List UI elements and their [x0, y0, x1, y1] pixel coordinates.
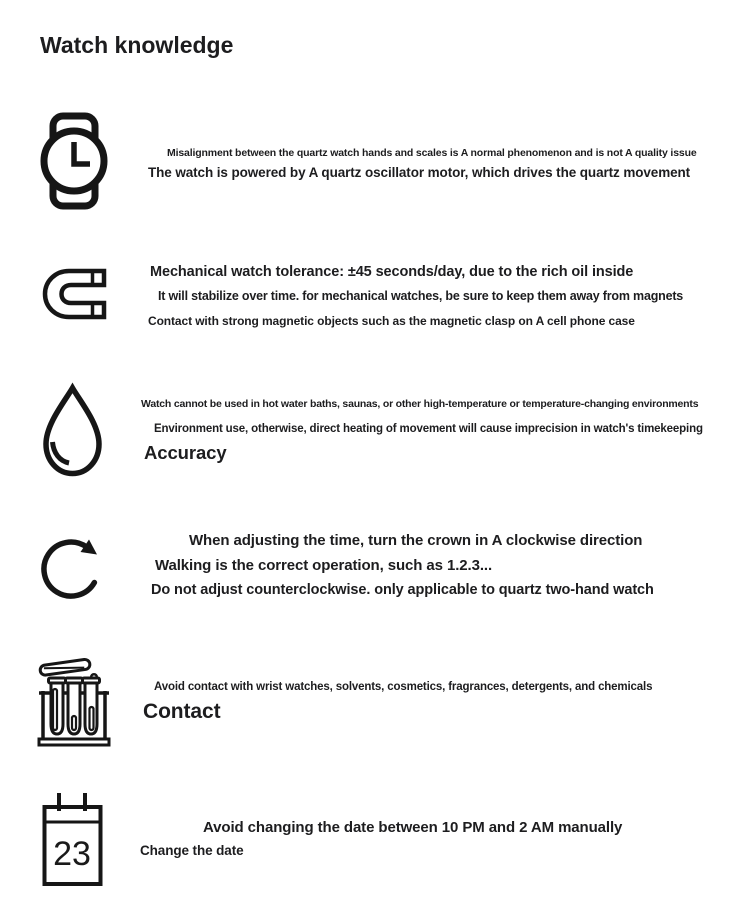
tolerance-text: Mechanical watch tolerance: ±45 seconds/day, due to the rich oil inside: [150, 264, 634, 280]
wristwatch-icon: [40, 107, 108, 215]
stabilize-text: It will stabilize over time. for mechanical watches, be sure to keep them away from magnets: [158, 289, 684, 303]
test-tubes-icon: [37, 650, 111, 747]
hot-water-warning-text: Watch cannot be used in hot water baths, saunas, or other high-temperature or temperature-changing environments: [141, 398, 699, 410]
quartz-misalignment-note: Misalignment between the quartz watch hands and scales is A normal phenomenon and is not A quality issue: [167, 147, 697, 159]
counterclockwise-warning-text: Do not adjust counterclockwise. only applicable to quartz two-hand watch: [151, 582, 654, 598]
quartz-movement-text: The watch is powered by A quartz oscillator motor, which drives the quartz movement: [148, 165, 691, 180]
contact-heading: Contact: [143, 700, 221, 723]
calendar-icon: [42, 791, 103, 886]
environment-text: Environment use, otherwise, direct heating of movement will cause imprecision in watch's timekeeping: [154, 423, 703, 435]
walking-text: Walking is the correct operation, such as 1.2.3...: [155, 557, 493, 574]
water-drop-icon: [37, 382, 108, 481]
magnet-icon: [40, 266, 108, 322]
page-title: Watch knowledge: [40, 32, 234, 58]
clockwise-arrow-icon: [41, 526, 107, 606]
calendar-day-number: 23: [53, 835, 91, 873]
change-date-heading: Change the date: [140, 843, 244, 858]
accuracy-heading: Accuracy: [144, 442, 227, 463]
clockwise-text: When adjusting the time, turn the crown in A clockwise direction: [189, 532, 643, 549]
date-change-warning-text: Avoid changing the date between 10 PM and 2 AM manually: [203, 819, 623, 836]
chemicals-warning-text: Avoid contact with wrist watches, solvents, cosmetics, fragrances, detergents, and chemicals: [154, 681, 653, 693]
magnetic-contact-text: Contact with strong magnetic objects such as the magnetic clasp on A cell phone case: [148, 314, 635, 328]
